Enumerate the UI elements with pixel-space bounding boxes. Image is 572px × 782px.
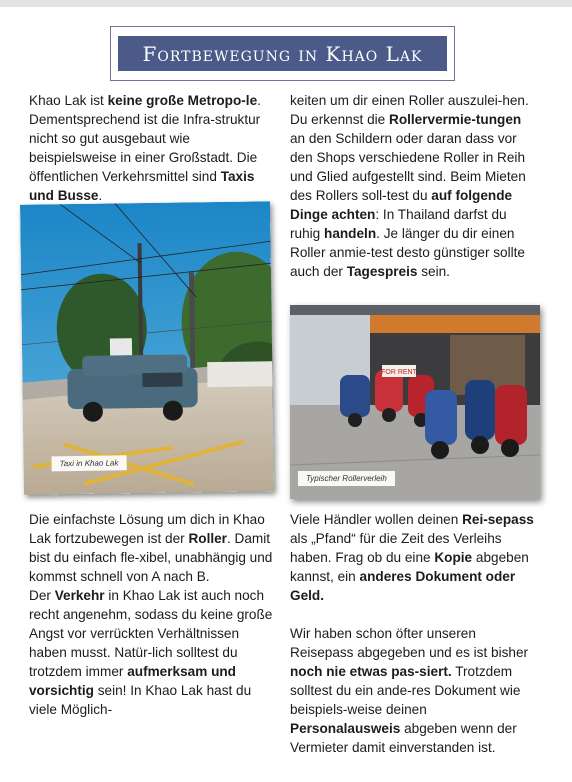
page-title: Fortbewegung in Khao Lak (118, 36, 447, 71)
text-run: an den Schildern oder daran dass vor den Shops verschiedene Roller in Reih und Glied aufgestellt sind. Beim Mieten des Rollers soll-test du (290, 131, 526, 203)
text-run: . (98, 188, 103, 203)
scooter-rental-image (290, 305, 540, 499)
column2-intro-text (290, 91, 540, 281)
paragraph (290, 91, 540, 281)
bold-text: Tagespreis (346, 264, 418, 279)
text-run: : In Thailand darfst du ruhig (290, 207, 507, 241)
top-bar (0, 0, 572, 7)
bold-text: auf folgende Dinge achten (290, 188, 513, 222)
text-run: abgeben wenn der Vermieter damit einverstanden ist. (290, 721, 517, 755)
bold-text: aufmerksam und vorsichtig (29, 664, 236, 698)
paragraph (29, 91, 275, 205)
title-frame (110, 26, 455, 81)
text-run: . Damit bist du einfach fle-xibel, unabhängig und kommst schnell von A nach B. (29, 531, 273, 584)
text-run: Wir haben schon öfter unseren Reisepass abgegeben und es ist bisher (290, 626, 529, 660)
text-run: Die einfachste Lösung um dich in Khao Lak fortzubewegen ist der (29, 512, 265, 546)
text-run: . Dementsprechend ist die Infra-struktur nicht so gut ausgebaut wie beispielsweise in einer Großstadt. Die öffentlichen Verkehrsmittel sind (29, 93, 261, 184)
bold-text: anderes Dokument oder Geld. (290, 569, 516, 603)
bold-text: Roller (188, 531, 227, 546)
text-run: Trotzdem solltest du ein ande-res Dokument wie beispiels-weise deinen (290, 664, 521, 717)
column1-intro-text (29, 91, 275, 205)
text-run: als „Pfand“ für die Zeit des Verleihs haben. Frag ob du eine (290, 531, 502, 565)
text-run: abgeben kannst, ein (290, 550, 529, 584)
text-run: keiten um dir einen Roller auszulei-hen. Du erkennst die (290, 93, 529, 127)
paragraph (29, 510, 275, 719)
text-run: . Je länger du dir einen Roller anmie-test desto günstiger sollte auch der (290, 226, 525, 279)
bold-text: Rollervermie-tungen (389, 112, 522, 127)
column2-passport-text (290, 510, 540, 757)
bold-text: Personalausweis (290, 721, 401, 736)
bold-text: handeln (324, 226, 377, 241)
bold-text: Verkehr (54, 588, 105, 603)
for-rent-sign: FOR RENT (381, 369, 417, 376)
text-run: Der (29, 588, 55, 603)
bold-text: keine große Metropo-le (107, 93, 258, 108)
taxi-photo-caption: Taxi in Khao Lak (52, 455, 127, 471)
text-run: Khao Lak ist (29, 93, 108, 108)
text-run: in Khao Lak ist auch noch recht angenehm, sodass du keine große Angst vor verrückten Verhältnissen haben musst. Natür-lich solltest du trotzdem immer (29, 588, 273, 679)
text-run: Viele Händler wollen deinen (290, 512, 463, 527)
taxi-photo (20, 201, 274, 494)
taxi-photo-image (20, 201, 274, 494)
paragraph (290, 624, 540, 757)
bold-text: Rei-sepass (462, 512, 534, 527)
paragraph (290, 510, 540, 605)
column1-roller-text (29, 510, 275, 719)
bold-text: Taxis und Busse (29, 169, 255, 203)
text-run: sein. (417, 264, 450, 279)
text-run: sein! In Khao Lak hast du viele Möglich- (29, 683, 252, 717)
bold-text: noch nie etwas pas-siert. (290, 664, 452, 679)
scooter-rental-photo (290, 305, 540, 499)
bold-text: Kopie (434, 550, 473, 565)
scooter-photo-caption: Typischer Rollerverleih (298, 471, 395, 486)
